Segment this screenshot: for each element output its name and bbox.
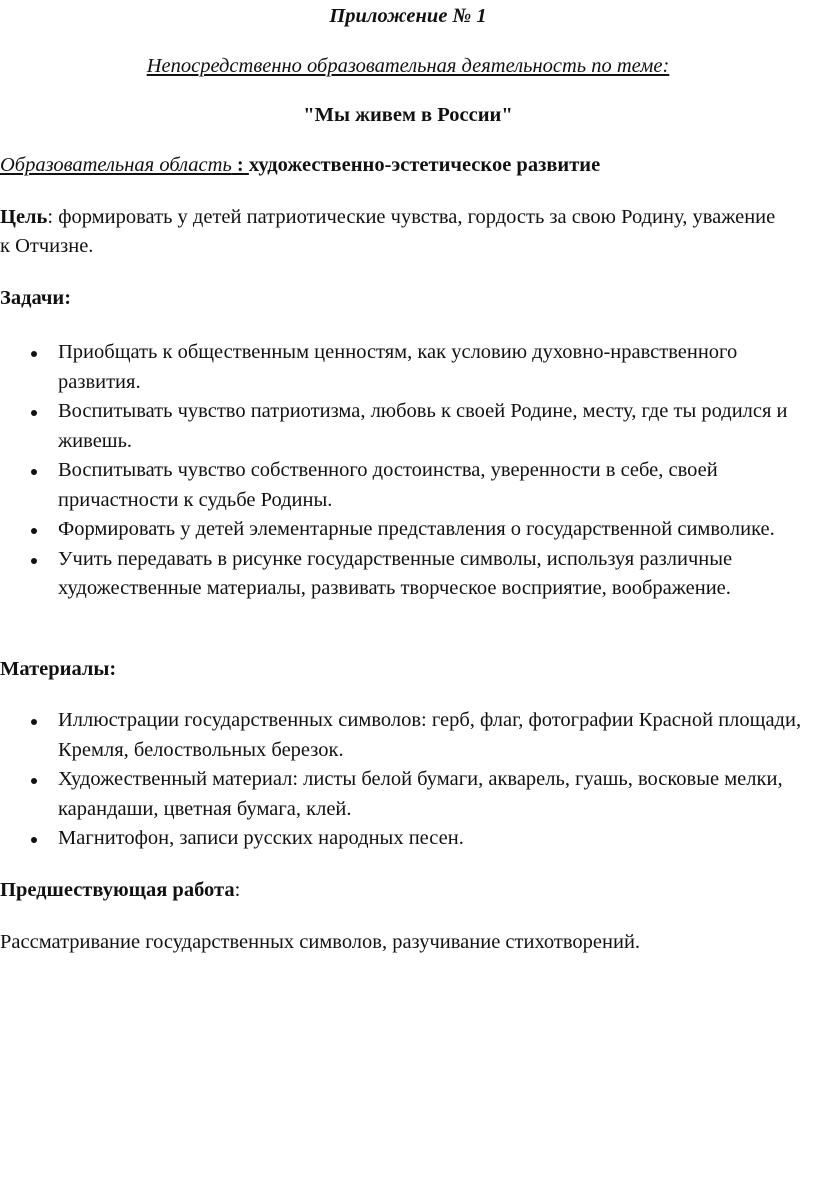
list-item-text: Приобщать к общественным ценностям, как условию духовно-нравственного развития. — [58, 341, 738, 393]
educational-area-value: художественно-эстетическое развитие — [248, 154, 601, 176]
bullet-icon — [31, 351, 37, 357]
appendix-title: Приложение № 1 — [329, 5, 487, 27]
goal-label: Цель — [0, 206, 48, 228]
list-item-text: Формировать у детей элементарные представления о государственной символике. — [58, 518, 775, 540]
educational-area — [0, 151, 816, 179]
prior-work-heading — [0, 876, 816, 904]
bullet-icon — [31, 778, 37, 784]
list-item-text: Иллюстрации государственных символов: герб, флаг, фотографии Красной площади, Кремля, белоствольных березок. — [58, 709, 802, 761]
list-item-text: Воспитывать чувство патриотизма, любовь к своей Родине, месту, где ты родился и живешь. — [58, 400, 788, 452]
list-item-text: Воспитывать чувство собственного достоинства, уверенности в себе, своей причастности к судьбе Родины. — [58, 459, 718, 511]
materials-list — [0, 706, 806, 854]
bullet-icon — [31, 469, 37, 475]
bullet-icon — [31, 528, 37, 534]
bullet-icon — [31, 837, 37, 843]
prior-work-colon: : — [234, 879, 241, 901]
list-item-text: Художественный материал: листы белой бумаги, акварель, гуашь, восковые мелки, карандаши, цветная бумага, клей. — [58, 768, 783, 820]
educational-area-label: Образовательная область — [0, 154, 232, 176]
list-item — [0, 515, 806, 545]
tasks-heading: Задачи: — [0, 287, 72, 309]
tasks-list — [0, 338, 806, 604]
list-item-text: Магнитофон, записи русских народных песен. — [58, 827, 464, 849]
bullet-icon — [31, 410, 37, 416]
lesson-subtitle — [0, 52, 816, 80]
list-item — [0, 545, 806, 604]
lesson-topic: "Мы живем в России" — [303, 104, 513, 126]
prior-work-text: Рассматривание государственных символов, разучивание стихотворений. — [0, 931, 641, 953]
list-item — [0, 397, 806, 456]
list-item — [0, 456, 806, 515]
materials-heading: Материалы: — [0, 658, 117, 680]
lesson-subtitle-text: Непосредственно образовательная деятельность по теме: — [146, 55, 670, 77]
list-item — [0, 706, 806, 765]
bullet-icon — [31, 719, 37, 725]
bullet-icon — [31, 558, 37, 564]
list-item — [0, 765, 806, 824]
list-item-text: Учить передавать в рисунке государственные символы, используя различные художественные материалы, развивать творческое восприятие, воображение. — [58, 547, 733, 599]
goal-text: : формировать у детей патриотические чувства, гордость за свою Родину, уважение к Отчизне. — [0, 206, 776, 257]
goal-paragraph — [0, 203, 780, 261]
list-item — [0, 824, 806, 854]
prior-work-label: Предшествующая работа — [0, 879, 235, 901]
list-item — [0, 338, 806, 397]
educational-area-separator: : — [231, 154, 249, 176]
